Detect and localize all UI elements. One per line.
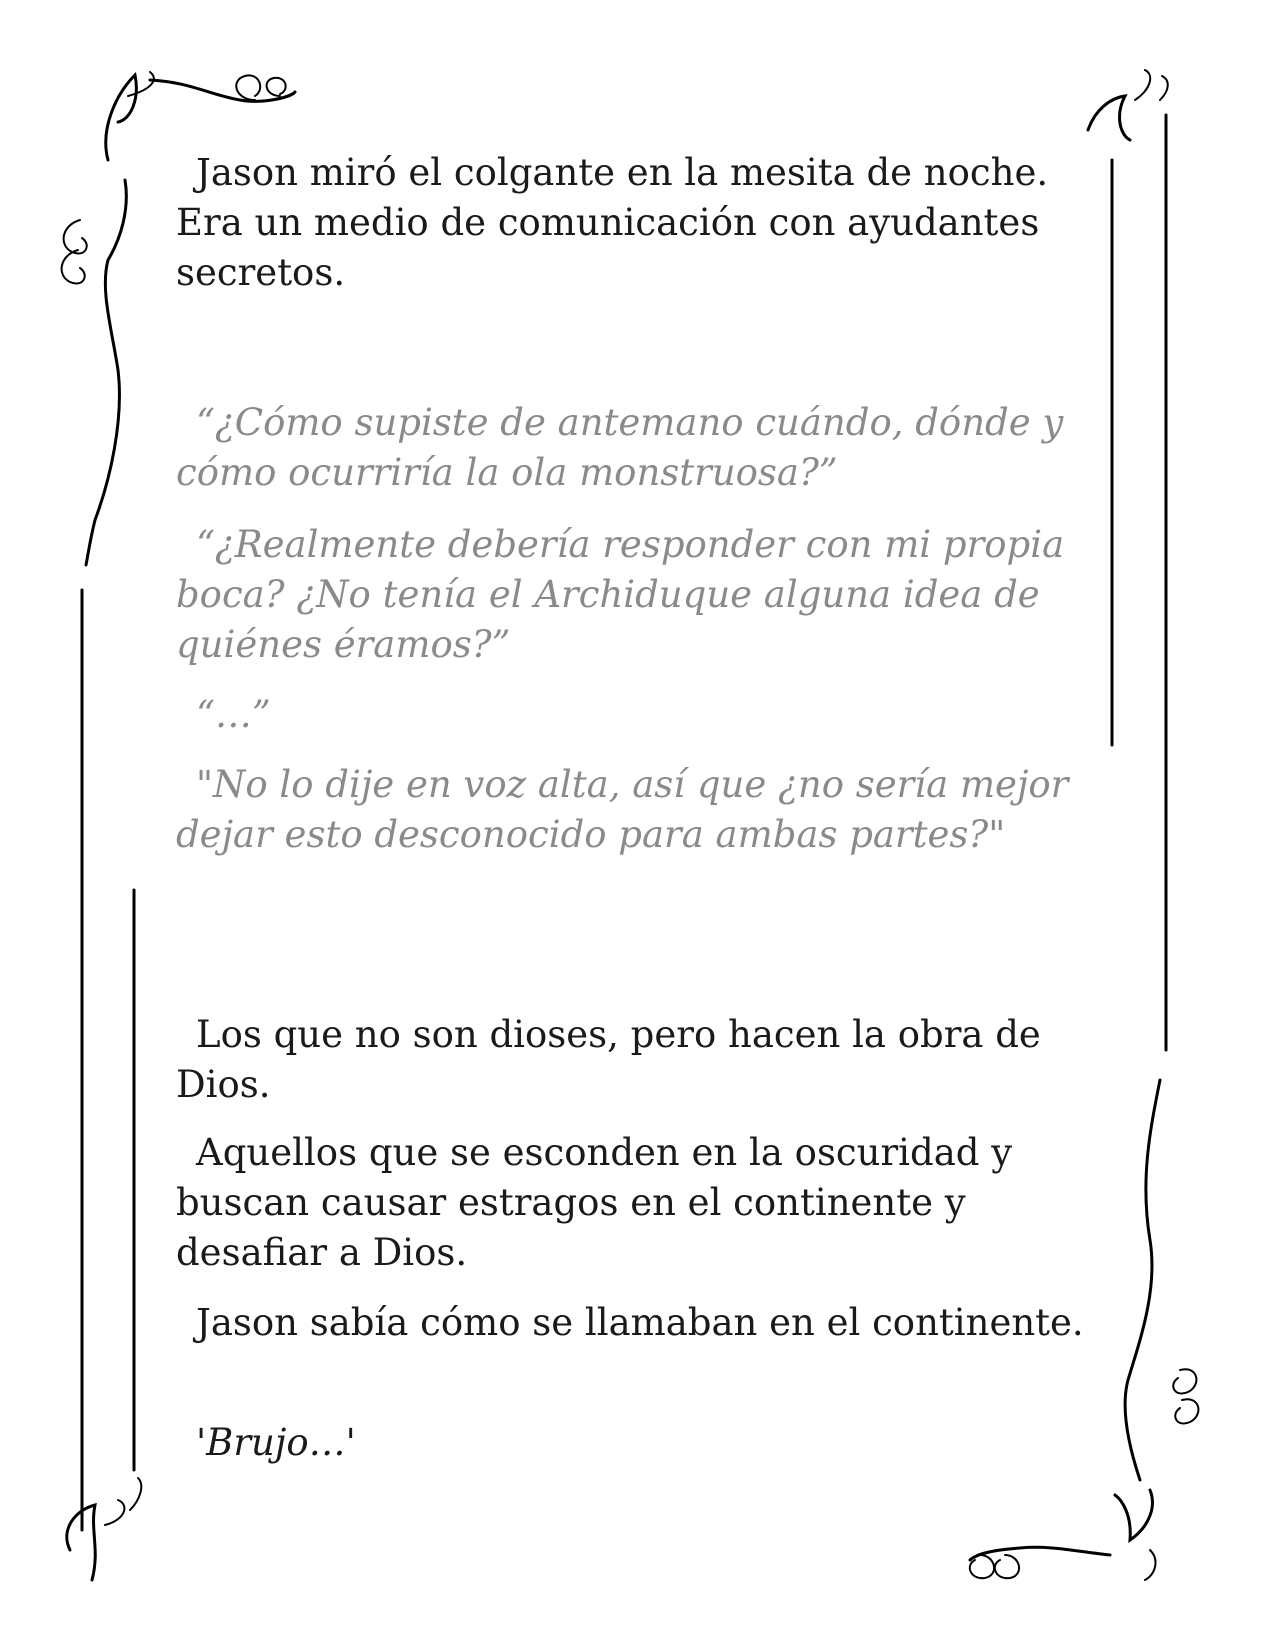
paragraph-thought: 'Brujo…'	[196, 1421, 356, 1464]
paragraph-narration-2: Los que no son dioses, pero hacen la obra de Dios.	[176, 1013, 1041, 1106]
paragraph-narration-3: Aquellos que se esconden en la oscuridad y buscan causar estragos en el continente y desafiar a Dios.	[176, 1131, 1013, 1274]
paragraph-dialogue-3: “…”	[196, 693, 271, 736]
paragraph-narration-1: Jason miró el colgante en la mesita de noche. Era un medio de comunicación con ayudantes secretos.	[176, 151, 1049, 294]
paragraph-dialogue-2: “¿Realmente debería responder con mi propia boca? ¿No tenía el Archiduque alguna idea de quiénes éramos?”	[176, 523, 1065, 666]
bottom-left-flourish	[67, 1478, 141, 1580]
paragraph-dialogue-1: “¿Cómo supiste de antemano cuándo, dónde y cómo ocurriría la ola monstruosa?”	[176, 401, 1064, 494]
top-right-flourish	[1088, 70, 1168, 140]
paragraph-narration-4: Jason sabía cómo se llamaban en el continente.	[196, 1301, 1084, 1344]
paragraph-dialogue-4: "No lo dije en voz alta, así que ¿no sería mejor dejar esto desconocido para ambas partes?"	[176, 763, 1069, 856]
